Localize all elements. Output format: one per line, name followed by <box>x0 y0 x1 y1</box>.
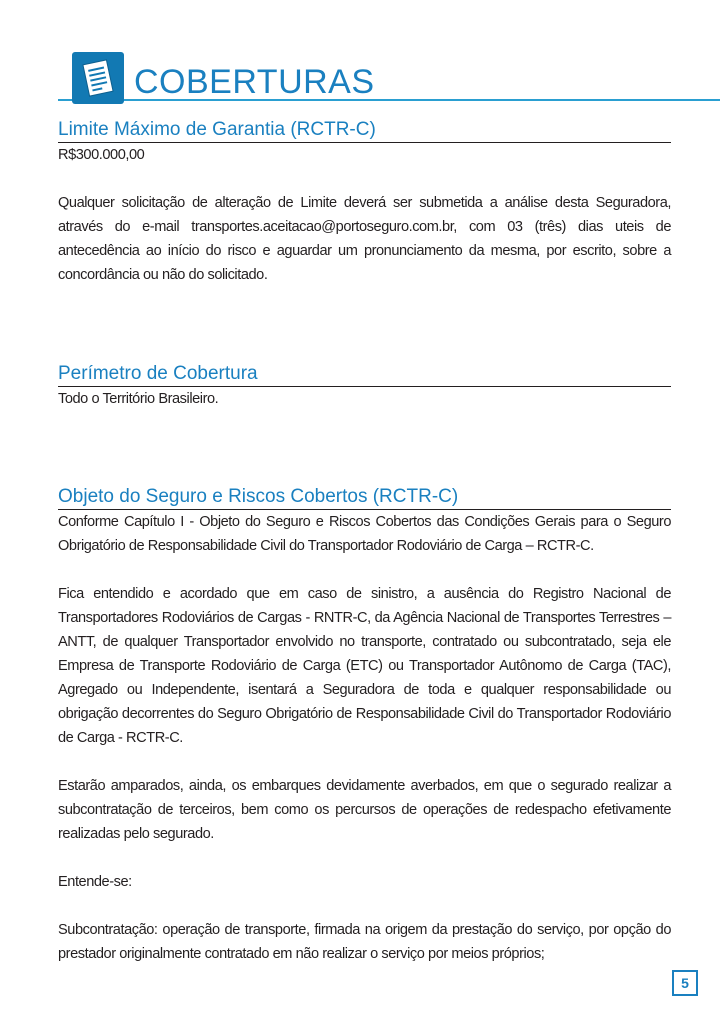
page-title: COBERTURAS <box>134 63 375 101</box>
section-paragraph: Subcontratação: operação de transporte, firmada na origem da prestação do serviço, por opção do prestador originalmente contratado em não realizar o serviço por meios próprios; <box>58 922 671 962</box>
section-heading: Limite Máximo de Garantia (RCTR-C) <box>58 118 671 143</box>
page-number: 5 <box>672 970 698 996</box>
section-paragraph: Conforme Capítulo I - Objeto do Seguro e Riscos Cobertos das Condições Gerais para o Seguro Obrigatório de Responsabilidade Civil do Transportador Rodoviário de Carga – RCTR-C. <box>58 514 671 554</box>
section-heading: Objeto do Seguro e Riscos Cobertos (RCTR-C) <box>58 485 671 510</box>
section-paragraph: Todo o Território Brasileiro. <box>58 391 219 407</box>
section-perimetro <box>58 362 671 411</box>
section-heading: Perímetro de Cobertura <box>58 362 671 387</box>
section-paragraph: Entende-se: <box>58 874 132 890</box>
section-limite-maximo <box>58 118 671 287</box>
document-icon <box>72 52 124 104</box>
page-header <box>0 0 720 110</box>
section-paragraph: Fica entendido e acordado que em caso de sinistro, a ausência do Registro Nacional de Transportadores Rodoviários de Cargas - RNTR-C, da Agência Nacional de Transportes Terrestres – ANTT, de qualquer Transportador envolvido no transporte, contratado ou subcontratado, seja ele Empresa de Transporte Rodoviário de Carga (ETC) ou Transportador Autônomo de Carga (TAC), Agregado ou Independente, isentará a Seguradora de toda e qualquer responsabilidade ou obrigação decorrentes do Seguro Obrigatório de Responsabilidade Civil do Transportador Rodoviário de Carga - RCTR-C. <box>58 586 671 746</box>
section-paragraph: Estarão amparados, ainda, os embarques devidamente averbados, em que o segurado realizar a subcontratação de terceiros, bem como os percursos de operações de redespacho efetivamente realizadas pelo segurado. <box>58 778 671 842</box>
section-paragraph: Qualquer solicitação de alteração de Limite deverá ser submetida a análise desta Seguradora, através do e-mail transportes.aceitacao@portoseguro.com.br, com 03 (três) dias uteis de antecedência ao início do risco e aguardar um pronunciamento da mesma, por escrito, sobre a concordância ou não do solicitado. <box>58 195 671 283</box>
section-objeto-seguro <box>58 485 671 966</box>
section-paragraph: R$300.000,00 <box>58 147 145 163</box>
